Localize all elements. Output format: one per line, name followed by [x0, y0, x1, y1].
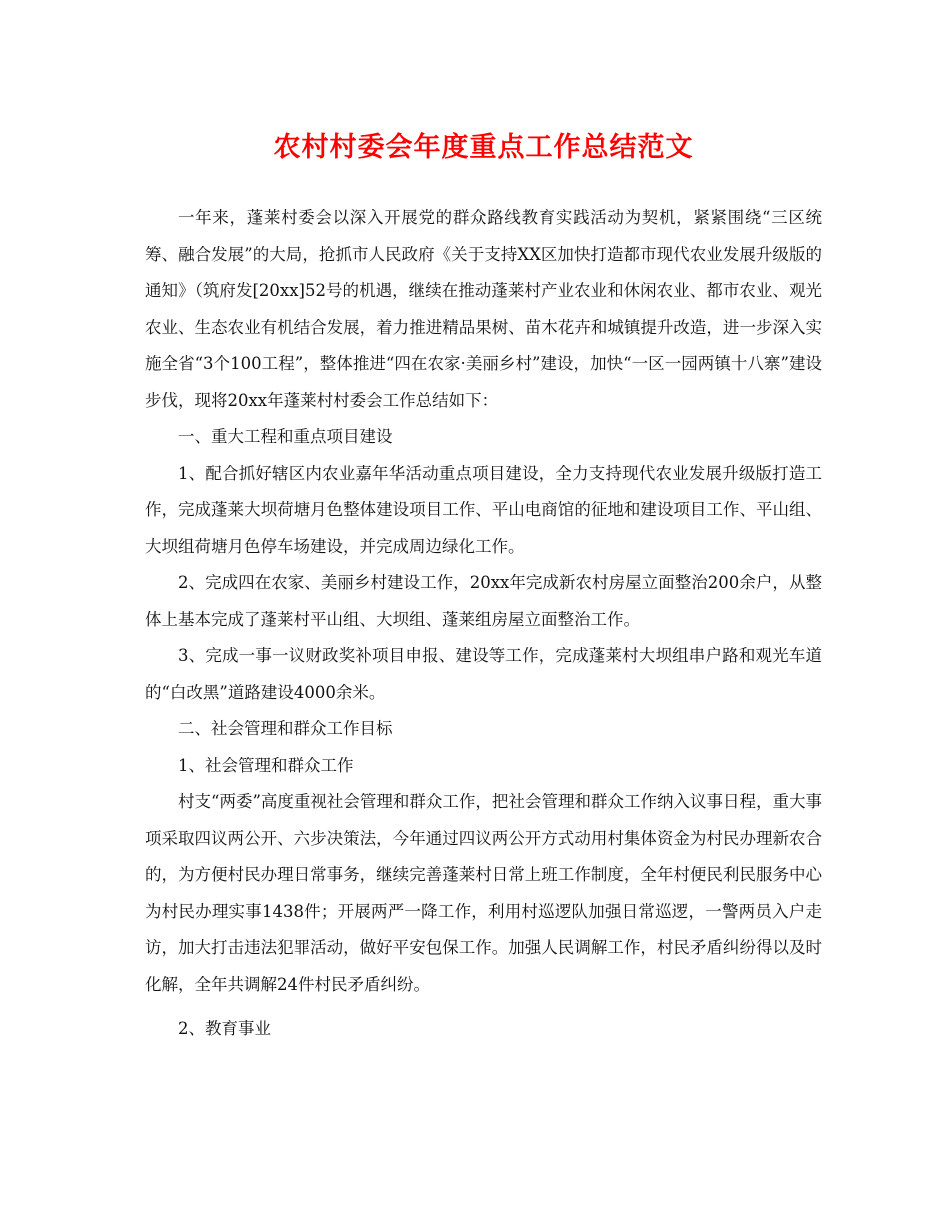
- paragraph-item-3: 3、完成一事一议财政奖补项目申报、建设等工作，完成蓬莱村大坝组串户路和观光车道的“白改黑”道路建设4000余米。: [145, 646, 822, 702]
- subsection-heading-education: 2、教育事业: [178, 1019, 271, 1038]
- section-heading-major-projects: 一、重大工程和重点项目建设: [178, 427, 393, 446]
- section-heading-social-management: 二、社会管理和群众工作目标: [178, 719, 393, 738]
- document-title: 农村村委会年度重点工作总结范文: [273, 132, 694, 163]
- paragraph-intro: 一年来，蓬莱村委会以深入开展党的群众路线教育实践活动为契机，紧紧围绕“三区统筹、融合发展”的大局，抢抓市人民政府《关于支持XX区加快打造都市现代农业发展升级版的通知》（筑府发[20xx]52号的机遇，继续在推动蓬莱村产业农业和休闲农业、都市农业、观光农业、生态农业有机结合发展，着力推进精品果树、苗木花卉和城镇提升改造，进一步深入实施全省“3个100工程”，整体推进“四在农家·美丽乡村”建设，加快“一区一园两镇十八寨”建设步伐，现将20xx年蓬莱村村委会工作总结如下：: [145, 208, 822, 410]
- paragraph-item-1: 1、配合抓好辖区内农业嘉年华活动重点项目建设，全力支持现代农业发展升级版打造工作，完成蓬莱大坝荷塘月色整体建设项目工作、平山电商馆的征地和建设项目工作、平山组、大坝组荷塘月色停车场建设，并完成周边绿化工作。: [145, 463, 822, 556]
- subsection-heading-social-work: 1、社会管理和群众工作: [178, 755, 354, 775]
- paragraph-social-work: 村支“两委”高度重视社会管理和群众工作，把社会管理和群众工作纳入议事日程，重大事项采取四议两公开、六步决策法，今年通过四议两公开方式动用村集体资金为村民办理新农合的，为方便村民办理日常事务，继续完善蓬莱村日常上班工作制度，全年村便民利民服务中心为村民办理实事1438件；开展两严一降工作，利用村巡逻队加强日常巡逻，一警两员入户走访，加大打击违法犯罪活动，做好平安包保工作。加强人民调解工作，村民矛盾纠纷得以及时化解，全年共调解24件村民矛盾纠纷。: [145, 792, 822, 994]
- paragraph-item-2: 2、完成四在农家、美丽乡村建设工作，20xx年完成新农村房屋立面整治200余户，从整体上基本完成了蓬莱村平山组、大坝组、蓬莱组房屋立面整治工作。: [145, 573, 822, 629]
